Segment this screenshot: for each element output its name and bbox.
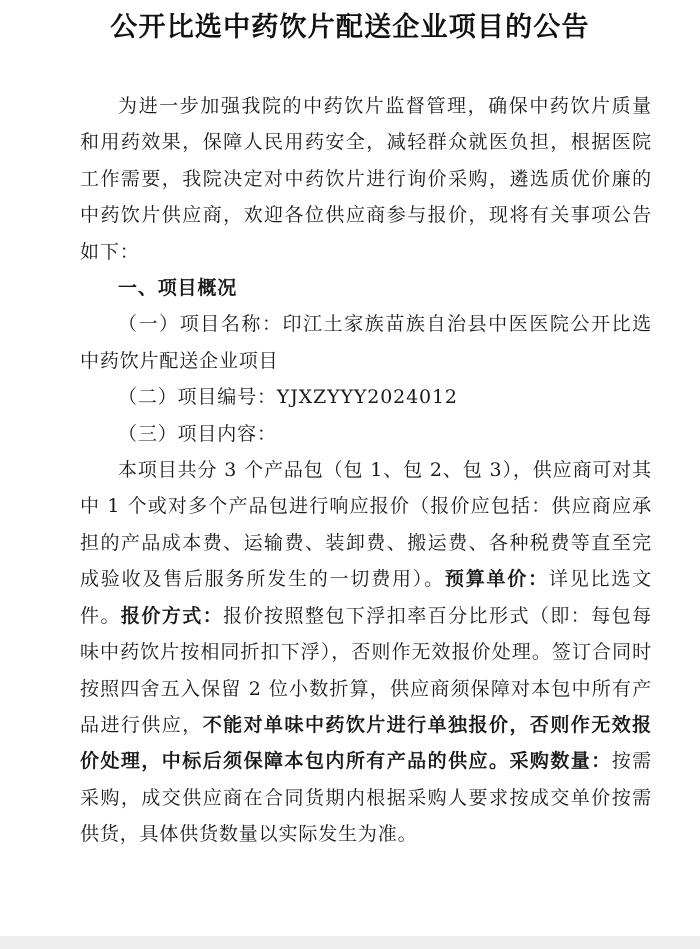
budget-text: 详见比选文件。 [80, 568, 652, 627]
bold-requirement-text: 不能对单味中药饮片进行单独报价，否则作无效报价处理，中标后须保障本包内所有产品的供应。 [80, 713, 652, 773]
content-package-text: 本项目共分 3 个产品包（包 1、包 2、包 3），供应商可对其中 1 个或对多个产品包进行响应报价（报价应包括：供应商应承担的产品成本费、运输费、装卸费、搬运费、各种税费等直至完成验收及售后服务所发生的一切费用）。 [80, 459, 652, 591]
page-bottom-edge [0, 936, 700, 949]
quote-method-text: 报价按照整包下浮扣率百分比形式（即：每包每味中药饮片按相同折扣下浮），否则作无效报价处理。签订合同时按照四舍五入保留 2 位小数折算，供应商须保障对本包中所有产品进行供应， [80, 604, 652, 736]
intro-paragraph: 为进一步加强我院的中药饮片监督管理，确保中药饮片质量和用药效果，保障人民用药安全，减轻群众就医负担，根据医院工作需要，我院决定对中药饮片进行询价采购，遴选质优价廉的中药饮片供应商，欢迎各位供应商参与报价，现将有关事项公告如下： [80, 95, 652, 263]
project-content-paragraph [80, 452, 652, 852]
project-number-paragraph: （二）项目编号：YJXZYYY2024012 [118, 386, 458, 409]
purchase-quantity-text: 按需采购，成交供应商在合同货期内根据采购人要求按成交单价按需供货，具体供货数量以实际发生为准。 [80, 750, 652, 846]
quote-method-label: 报价方式： [120, 604, 224, 627]
purchase-quantity-label: 采购数量： [509, 750, 612, 773]
project-name-paragraph: （一）项目名称：印江土家族苗族自治县中医医院公开比选中药饮片配送企业项目 [80, 313, 652, 372]
document-title: 公开比选中药饮片配送企业项目的公告 [110, 12, 590, 43]
document-body [80, 88, 652, 853]
project-content-label: （三）项目内容： [118, 422, 277, 445]
section-heading-project-overview: 一、项目概况 [118, 277, 238, 300]
budget-label: 预算单价： [444, 568, 549, 591]
